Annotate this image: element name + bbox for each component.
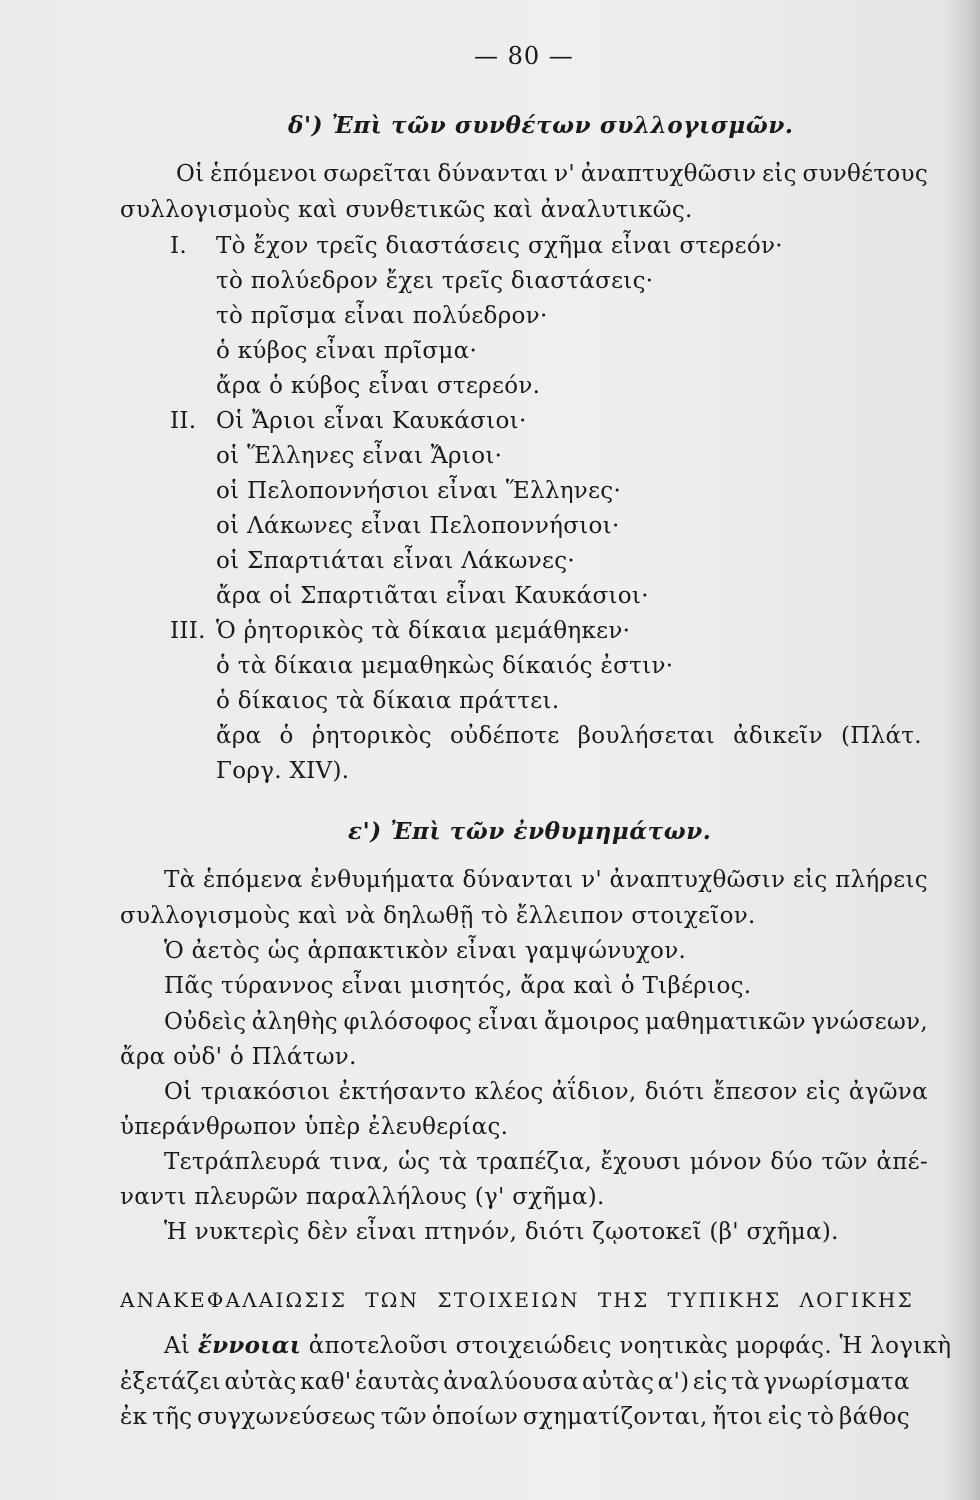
word: σχηματίζονται, [522, 1404, 708, 1430]
page-spine-shadow [966, 0, 980, 1500]
word: ἀληθὴς [251, 1009, 338, 1035]
word: γνωρίσματα [763, 1369, 910, 1395]
word: τῶν [821, 1149, 868, 1175]
word: ῥητορικὸς [311, 723, 432, 749]
word: ἀδικεῖν [733, 723, 823, 749]
example-1-numeral: I. [170, 233, 187, 259]
summary-line-3 [120, 1403, 910, 1431]
example-1-line-3: τὸ πρῖσμα εἶναι πολύεδρον· [216, 303, 548, 329]
word: ἄρα [216, 723, 262, 749]
word: ἀναλύουσα [443, 1369, 579, 1395]
example-3-numeral: III. [170, 618, 206, 644]
example-2-line-3: οἱ Πελοποννήσιοι εἶναι Ἕλληνες· [216, 478, 622, 504]
word: συγχωνεύσεως [197, 1404, 376, 1430]
word: ὁ [279, 723, 294, 749]
example-2-line-4: οἱ Λάκωνες εἶναι Πελοποννήσιοι· [216, 513, 620, 539]
summary-line-1-rest: ἀποτελοῦσι στοιχειώδεις νοητικὰς μορφάς. Ἡ λογικὴ [308, 1333, 952, 1359]
example-1-line-1 [170, 232, 783, 260]
word: ΤΗΣ [597, 1288, 650, 1312]
word: ἑπόμενοι [210, 161, 318, 187]
epsilon-line-10: ναντι πλευρῶν παραλλήλους (γ' σχῆμα). [120, 1184, 605, 1210]
example-2-line-1 [170, 407, 527, 435]
page-number: — 80 — [474, 42, 574, 70]
word: ἀναπτυχθῶσιν [580, 161, 757, 187]
word: (Πλάτ. [840, 723, 922, 749]
section-delta-intro-line-2: συλλογισμοὺς καὶ συνθετικῶς καὶ ἀναλυτικῶς. [120, 197, 693, 223]
epsilon-line-4: Πᾶς τύραννος εἶναι μισητός, ἄρα καὶ ὁ Τιβέριος. [164, 973, 752, 999]
word: ἑπόμενα [203, 867, 303, 893]
word: βάθος [839, 1404, 910, 1430]
example-3-text-1: Ὁ ῥητορικὸς τὰ δίκαια μεμάθηκεν· [216, 618, 631, 644]
word: συνθέτους [802, 161, 928, 187]
epsilon-line-6: ἄρα οὐδ' ὁ Πλάτων. [120, 1044, 357, 1070]
word: δύο [770, 1149, 813, 1175]
word: ΣΤΟΙΧΕΙΩΝ [437, 1288, 580, 1312]
word: γνώσεων, [811, 1009, 928, 1035]
word: α') [657, 1369, 690, 1395]
example-3-line-2: ὁ τὰ δίκαια μεμαθηκὼς δίκαιός ἐστιν· [216, 653, 674, 679]
epsilon-line-3: Ὁ ἀετὸς ὡς ἁρπακτικὸν εἶναι γαμψώνυχον. [164, 938, 687, 964]
word: αὐτὰς [582, 1369, 655, 1395]
word: Οὐδεὶς [164, 1009, 247, 1035]
word: οὐδέποτε [450, 723, 560, 749]
word: εἰς [692, 1369, 728, 1395]
word: σωρεῖται [323, 161, 432, 187]
word: ὡς [398, 1149, 431, 1175]
word: πλήρεις [835, 867, 928, 893]
example-3-line-4 [216, 722, 922, 750]
word: κλέος [474, 1079, 544, 1105]
word: Οἱ [176, 161, 205, 187]
example-2-line-2: οἱ Ἕλληνες εἶναι Ἄριοι· [216, 443, 503, 469]
word: εἰς [767, 1404, 803, 1430]
word: τῶν [380, 1404, 428, 1430]
word: τριακόσιοι [200, 1079, 331, 1105]
example-2-line-6: ἄρα οἱ Σπαρτιᾶται εἶναι Καυκάσιοι· [216, 583, 649, 609]
word: καθ' [300, 1369, 352, 1395]
word: ν' [554, 161, 576, 187]
summary-line-1 [164, 1332, 951, 1360]
word: βουλήσεται [577, 723, 716, 749]
word: ΤΩΝ [365, 1288, 420, 1312]
word: Οἱ [164, 1079, 193, 1105]
epsilon-line-2: συλλογισμοὺς καὶ νὰ δηλωθῇ τὸ ἔλλειπον στοιχεῖον. [120, 903, 756, 929]
word: ἀναπτυχθῶσιν [609, 867, 786, 893]
word: ν' [581, 867, 602, 893]
word: τραπέζια, [476, 1149, 593, 1175]
example-3-line-3: ὁ δίκαιος τὰ δίκαια πράττει. [216, 688, 560, 714]
word: ἑαυτὰς [354, 1369, 440, 1395]
word: τὸ [807, 1404, 835, 1430]
word: αὐτὰς [224, 1369, 297, 1395]
word: εἰς [805, 1079, 841, 1105]
word: εἰς [762, 161, 797, 187]
word: εἶναι [477, 1009, 539, 1035]
section-delta-intro-line-1 [176, 160, 928, 188]
example-1-line-4: ὁ κύβος εἶναι πρῖσμα· [216, 338, 478, 364]
word: Τὰ [164, 867, 196, 893]
word: μαθηματικῶν [645, 1009, 806, 1035]
word: Τετράπλευρά [164, 1149, 321, 1175]
word: ἐκτήσαντο [338, 1079, 467, 1105]
word: μόνον [689, 1149, 762, 1175]
word: ἀπέ- [876, 1149, 928, 1175]
word: ΛΟΓΙΚΗΣ [799, 1288, 914, 1312]
example-2-text-1: Οἱ Ἄριοι εἶναι Καυκάσιοι· [216, 408, 527, 434]
summary-heading [120, 1286, 914, 1314]
word: διότι [644, 1079, 705, 1105]
epsilon-line-9 [164, 1148, 928, 1176]
word: ἔπεσον [712, 1079, 798, 1105]
word: ἀΐδιον, [551, 1079, 637, 1105]
word: ἐκ [120, 1404, 148, 1430]
word: ἐνθυμήματα [310, 867, 455, 893]
word: ἀγῶνα [848, 1079, 928, 1105]
word: ἤτοι [712, 1404, 763, 1430]
word: δύνανται [462, 867, 574, 893]
example-3-line-1 [170, 617, 630, 645]
example-1-line-5: ἄρα ὁ κύβος εἶναι στερεόν. [216, 373, 541, 399]
example-3-line-5: Γοργ. XIV). [216, 758, 350, 784]
example-2-numeral: II. [170, 408, 197, 434]
summary-line-1-prefix: Αἱ [164, 1333, 191, 1359]
epsilon-line-5 [164, 1008, 928, 1036]
example-1-text-1: Τὸ ἔχον τρεῖς διαστάσεις σχῆμα εἶναι στερεόν· [216, 233, 783, 259]
epsilon-line-7 [164, 1078, 928, 1106]
word: εἰς [792, 867, 828, 893]
word: τὰ [438, 1149, 468, 1175]
word: ΤΥΠΙΚΗΣ [667, 1288, 782, 1312]
summary-term-ennoiai: ἔννοιαι [197, 1332, 302, 1359]
epsilon-line-11: Ἡ νυκτερὶς δὲν εἶναι πτηνόν, διότι ζῳοτοκεῖ (β' σχῆμα). [164, 1219, 839, 1245]
epsilon-line-1 [164, 866, 928, 894]
section-delta-heading: δ') Ἐπὶ τῶν συνθέτων συλλογισμῶν. [288, 112, 794, 139]
word: ἔχουσι [600, 1149, 682, 1175]
word: ἐξετάζει [120, 1369, 221, 1395]
word: τινα, [329, 1149, 390, 1175]
summary-line-2 [120, 1368, 910, 1396]
word: ἄμοιρος [544, 1009, 640, 1035]
section-epsilon-heading: ε') Ἐπὶ τῶν ἐνθυμημάτων. [348, 818, 712, 845]
epsilon-line-8: ὑπεράνθρωπον ὑπὲρ ἐλευθερίας. [120, 1114, 509, 1140]
word: τὰ [731, 1369, 760, 1395]
word: δύνανται [437, 161, 549, 187]
example-2-line-5: οἱ Σπαρτιάται εἶναι Λάκωνες· [216, 548, 576, 574]
example-1-line-2: τὸ πολύεδρον ἔχει τρεῖς διαστάσεις· [216, 268, 654, 294]
word: ὁποίων [431, 1404, 519, 1430]
word: τῆς [152, 1404, 193, 1430]
word: φιλόσοφος [343, 1009, 473, 1035]
word: ΑΝΑΚΕΦΑΛΑΙΩΣΙΣ [120, 1288, 348, 1312]
